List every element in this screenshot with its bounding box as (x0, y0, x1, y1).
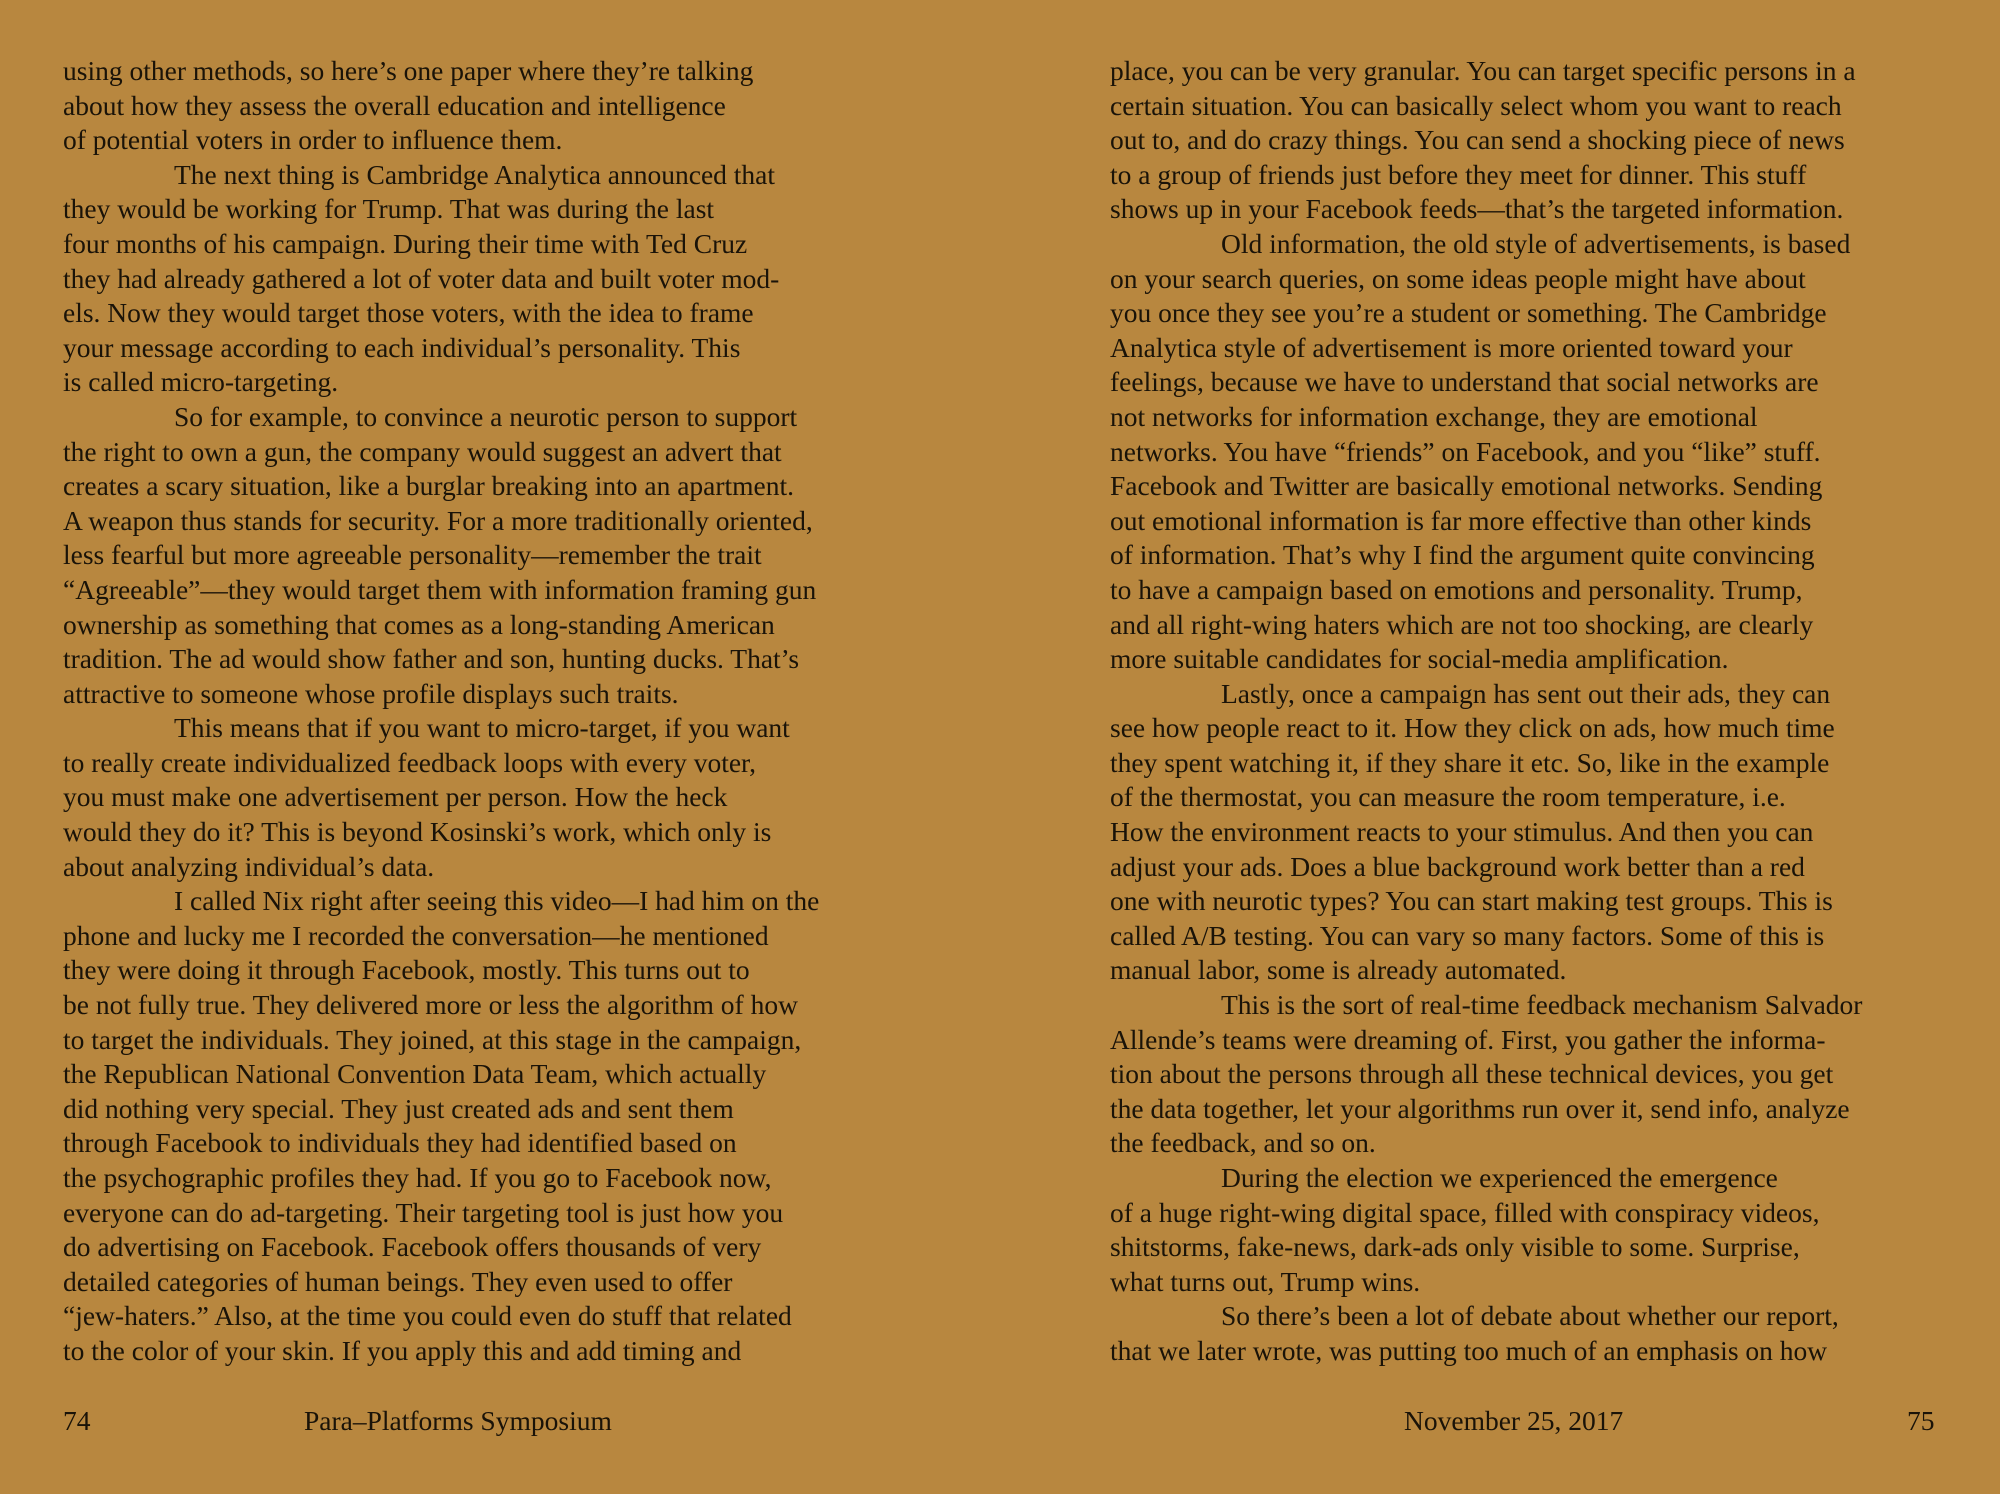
text-line: less fearful but more agreeable personality—remember the trait (63, 539, 762, 571)
text-line: out emotional information is far more effective than other kinds (1110, 504, 1812, 536)
text-line: place, you can be very granular. You can target specific persons in a (1110, 55, 1856, 86)
text-line: tion about the persons through all these technical devices, you get (1110, 1058, 1834, 1090)
text-line: Analytica style of advertisement is more oriented toward your (1110, 331, 1793, 363)
text-line: phone and lucky me I recorded the conversation—he mentioned (63, 919, 769, 951)
text-line: the Republican National Convention Data Team, which actually (63, 1058, 767, 1090)
text-line: feelings, because we have to understand that social networks are (1110, 366, 1819, 398)
text-line: more suitable candidates for social-media amplification. (1110, 643, 1729, 675)
text-line: did nothing very special. They just created ads and sent them (63, 1092, 734, 1124)
text-line: they had already gathered a lot of voter data and built voter mod- (63, 262, 780, 294)
text-line: do advertising on Facebook. Facebook offers thousands of very (63, 1231, 762, 1263)
text-line: what turns out, Trump wins. (1110, 1265, 1421, 1297)
text-line: of potential voters in order to influence them. (63, 124, 563, 156)
left-page (63, 54, 903, 1494)
text-line: called A/B testing. You can vary so many factors. Some of this is (1110, 919, 1825, 951)
text-line: to have a campaign based on emotions and personality. Trump, (1110, 573, 1803, 605)
text-line: four months of his campaign. During their time with Ted Cruz (63, 227, 748, 259)
left-page-number: 74 (63, 1405, 91, 1436)
text-line: you once they see you’re a student or something. The Cambridge (1110, 297, 1827, 329)
text-line: of a huge right-wing digital space, filled with conspiracy videos, (1110, 1196, 1820, 1228)
text-line: you must make one advertisement per person. How the heck (63, 781, 728, 813)
text-line: out to, and do crazy things. You can send a shocking piece of news (1110, 124, 1845, 156)
paragraph-first-line: Lastly, once a campaign has sent out their ads, they can (1221, 677, 1831, 709)
text-line: certain situation. You can basically select whom you want to reach (1110, 89, 1842, 121)
paragraph-first-line: So for example, to convince a neurotic person to support (174, 400, 798, 432)
text-line: networks. You have “friends” on Facebook, and you “like” stuff. (1110, 435, 1821, 467)
left-page-body-text (63, 54, 903, 1369)
text-line: “Agreeable”—they would target them with information framing gun (63, 573, 817, 605)
text-line: the data together, let your algorithms run over it, send info, analyze (1110, 1092, 1850, 1124)
text-line: “jew-haters.” Also, at the time you could even do stuff that related (63, 1300, 792, 1332)
text-line: of information. That’s why I find the argument quite convincing (1110, 539, 1815, 571)
text-line: not networks for information exchange, they are emotional (1110, 400, 1758, 432)
text-line: about how they assess the overall education and intelligence (63, 89, 726, 121)
text-line: they would be working for Trump. That was during the last (63, 193, 715, 225)
text-line: be not fully true. They delivered more or less the algorithm of how (63, 989, 798, 1021)
text-line: that we later wrote, was putting too much of an emphasis on how (1110, 1334, 1828, 1366)
text-line: is called micro-targeting. (63, 366, 339, 398)
text-line: to a group of friends just before they meet for dinner. This stuff (1110, 158, 1807, 190)
text-line: tradition. The ad would show father and son, hunting ducks. That’s (63, 643, 800, 675)
text-line: on your search queries, on some ideas people might have about (1110, 262, 1806, 294)
text-line: A weapon thus stands for security. For a more traditionally oriented, (63, 504, 813, 536)
text-line: and all right-wing haters which are not too shocking, are clearly (1110, 608, 1814, 640)
text-line: shitstorms, fake-news, dark-ads only visible to some. Surprise, (1110, 1231, 1800, 1263)
text-line: attractive to someone whose profile displays such traits. (63, 677, 679, 709)
right-page-body-text (1110, 54, 1950, 1369)
text-line: using other methods, so here’s one paper where they’re talking (63, 55, 754, 86)
text-line: everyone can do ad-targeting. Their targeting tool is just how you (63, 1196, 784, 1228)
text-line: of the thermostat, you can measure the room temperature, i.e. (1110, 781, 1786, 813)
text-line: through Facebook to individuals they had identified based on (63, 1127, 737, 1159)
text-line: the feedback, and so on. (1110, 1127, 1376, 1159)
text-line: to really create individualized feedback loops with every voter, (63, 746, 756, 778)
paragraph-first-line: This is the sort of real-time feedback mechanism Salvador (1221, 989, 1863, 1021)
text-line: els. Now they would target those voters, with the idea to frame (63, 297, 754, 329)
text-line: to target the individuals. They joined, at this stage in the campaign, (63, 1023, 802, 1055)
text-line: shows up in your Facebook feeds—that’s the targeted information. (1110, 193, 1844, 225)
paragraph-first-line: During the election we experienced the emergence (1221, 1162, 1778, 1193)
running-title: Para–Platforms Symposium (304, 1405, 612, 1436)
paragraph-first-line: The next thing is Cambridge Analytica announced that (174, 158, 776, 190)
text-line: about analyzing individual’s data. (63, 850, 435, 882)
paragraph-first-line: I called Nix right after seeing this video—I had him on the (174, 885, 820, 917)
text-line: ownership as something that comes as a long-standing American (63, 608, 775, 640)
text-line: manual labor, some is already automated. (1110, 954, 1567, 986)
text-line: adjust your ads. Does a blue background work better than a red (1110, 850, 1805, 882)
text-line: How the environment reacts to your stimulus. And then you can (1110, 816, 1814, 848)
right-page-number: 75 (1907, 1405, 1935, 1436)
paragraph-first-line: Old information, the old style of advertisements, is based (1221, 227, 1851, 259)
paragraph-first-line: This means that if you want to micro-target, if you want (174, 712, 790, 744)
text-line: they spent watching it, if they share it etc. So, like in the example (1110, 746, 1830, 778)
running-date: November 25, 2017 (1404, 1405, 1624, 1436)
text-line: creates a scary situation, like a burglar breaking into an apartment. (63, 470, 795, 502)
text-line: would they do it? This is beyond Kosinski’s work, which only is (63, 816, 772, 848)
text-line: see how people react to it. How they click on ads, how much time (1110, 712, 1835, 744)
text-line: your message according to each individual’s personality. This (63, 331, 741, 363)
text-line: to the color of your skin. If you apply this and add timing and (63, 1334, 742, 1366)
paragraph-first-line: So there’s been a lot of debate about whether our report, (1221, 1300, 1839, 1332)
right-page (1110, 54, 1950, 1494)
text-line: the right to own a gun, the company would suggest an advert that (63, 435, 782, 467)
text-line: Facebook and Twitter are basically emotional networks. Sending (1110, 470, 1823, 502)
text-line: one with neurotic types? You can start making test groups. This is (1110, 885, 1833, 917)
text-line: the psychographic profiles they had. If you go to Facebook now, (63, 1162, 772, 1193)
text-line: Allende’s teams were dreaming of. First, you gather the informa- (1110, 1023, 1826, 1055)
text-line: detailed categories of human beings. They even used to offer (63, 1265, 733, 1297)
text-line: they were doing it through Facebook, mostly. This turns out to (63, 954, 750, 986)
